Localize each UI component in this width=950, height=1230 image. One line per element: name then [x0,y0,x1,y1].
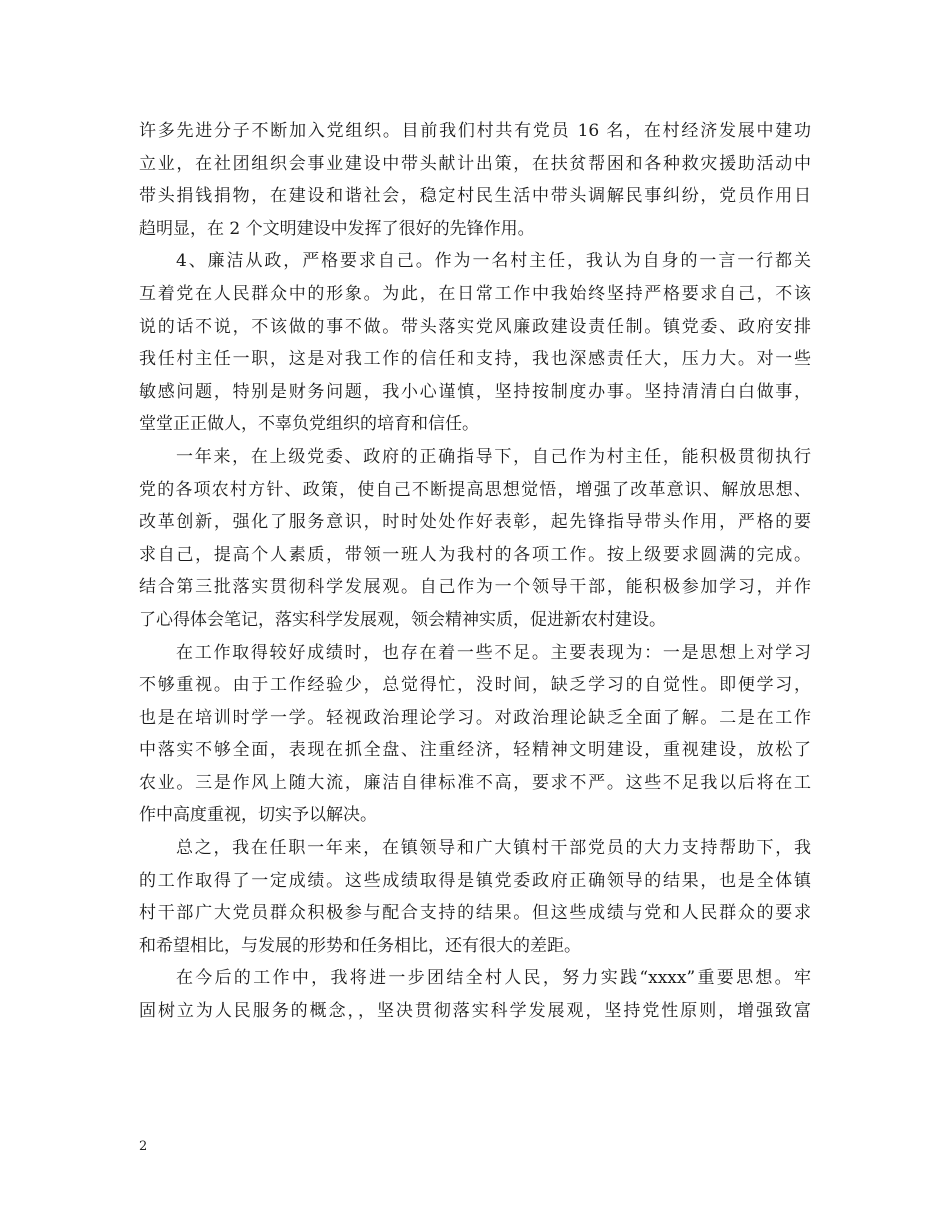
text-line: 一年来，在上级党委、政府的正确指导下，自己作为村主任，能积极贯彻执行 [176,446,811,467]
document-body [139,115,811,1028]
text-line: 党的各项农村方针、政策，使自己不断提高思想觉悟，增强了改革意识、解放思想、 [139,479,811,500]
text-line: 带头捐钱捐物，在建设和谐社会，稳定村民生活中带头调解民事纠纷，党员作用日 [139,186,811,207]
text-line: 在今后的工作中，我将进一步团结全村人民，努力实践“xxxx”重要思想。牢 [176,968,811,989]
text-line: 的工作取得了一定成绩。这些成绩取得是镇党委政府正确领导的结果，也是全体镇 [139,870,811,891]
text-line: 中落实不够全面，表现在抓全盘、注重经济，轻精神文明建设，重视建设，放松了 [139,740,811,761]
text-line: 和希望相比，与发展的形势和任务相比，还有很大的差距。 [139,935,581,956]
text-line: 了心得体会笔记，落实科学发展观，领会精神实质，促进新农村建设。 [139,609,666,630]
text-line: 村干部广大党员群众积极参与配合支持的结果。但这些成绩与党和人民群众的要求 [139,903,811,924]
text-line: 求自己，提高个人素质，带领一班人为我村的各项工作。按上级要求圆满的完成。 [139,544,811,565]
text-line: 作中高度重视，切实予以解决。 [139,805,377,826]
text-line: 敏感问题，特别是财务问题，我小心谨慎，坚持按制度办事。坚持清清白白做事， [139,381,811,402]
text-line: 也是在培训时学一学。轻视政治理论学习。对政治理论缺乏全面了解。二是在工作 [139,707,811,728]
text-line: 许多先进分子不断加入党组织。目前我们村共有党员 16 名，在村经济发展中建功 [139,121,811,141]
page-number: 2 [139,1139,148,1154]
text-line: 堂堂正正做人，不辜负党组织的培育和信任。 [139,414,479,435]
text-line: 固树立为人民服务的概念，，坚决贯彻落实科学发展观，坚持党性原则，增强致富 [139,1001,811,1022]
text-line: 结合第三批落实贯彻科学发展观。自己作为一个领导干部，能积极参加学习，并作 [139,577,811,598]
text-line: 在工作取得较好成绩时，也存在着一些不足。主要表现为：一是思想上对学习 [176,642,811,663]
text-line: 改革创新，强化了服务意识，时时处处作好表彰，起先锋指导带头作用，严格的要 [139,512,811,533]
text-line: 立业，在社团组织会事业建设中带头献计出策，在扶贫帮困和各种救灾援助活动中 [139,153,811,174]
text-line: 互着党在人民群众中的形象。为此，在日常工作中我始终坚持严格要求自己，不该 [139,283,811,304]
text-line: 说的话不说，不该做的事不做。带头落实党风廉政建设责任制。镇党委、政府安排 [139,316,811,337]
text-line: 我任村主任一职，这是对我工作的信任和支持，我也深感责任大，压力大。对一些 [139,349,811,370]
text-line: 趋明显，在 2 个文明建设中发挥了很好的先锋作用。 [139,218,535,239]
text-line: 总之，我在任职一年来，在镇领导和广大镇村干部党员的大力支持帮助下，我 [176,838,811,859]
text-line: 农业。三是作风上随大流，廉洁自律标准不高，要求不严。这些不足我以后将在工 [139,772,811,793]
text-line: 4、廉洁从政，严格要求自己。作为一名村主任，我认为自身的一言一行都关 [176,251,811,272]
text-line: 不够重视。由于工作经验少，总觉得忙，没时间，缺乏学习的自觉性。即便学习， [139,675,811,696]
